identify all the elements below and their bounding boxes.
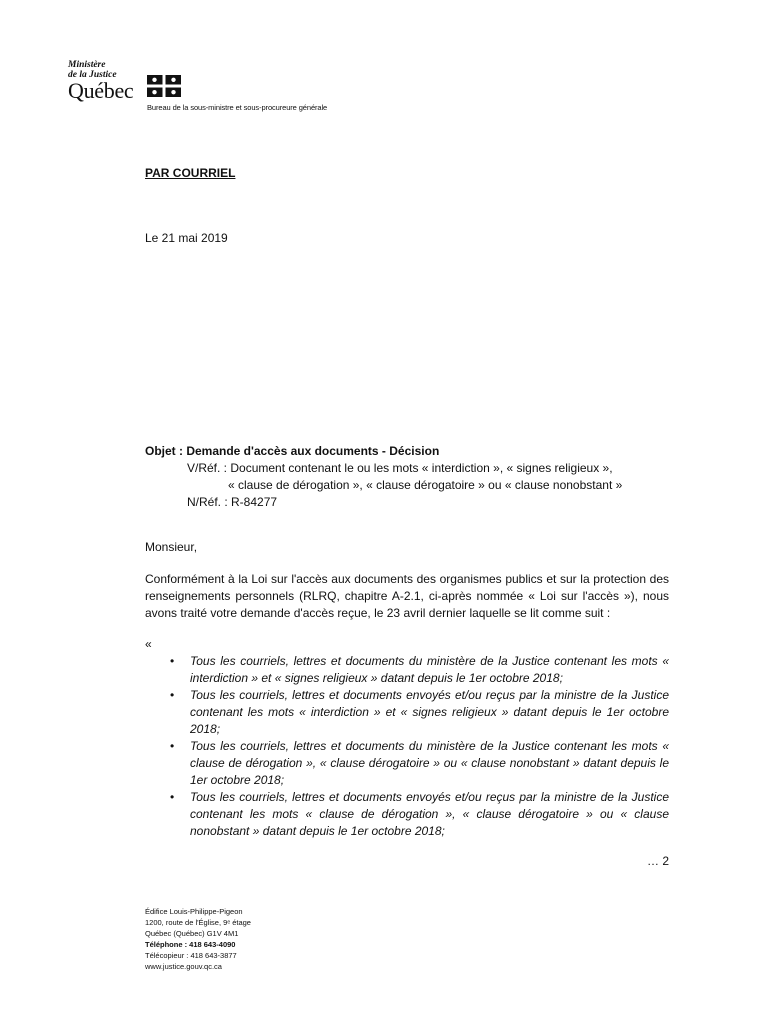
footer-fax: Télécopieur : 418 643-3877 bbox=[145, 951, 237, 960]
footer-street: 1200, route de l'Église, 9ᵉ étage bbox=[145, 918, 251, 927]
bureau-name: Bureau de la sous-ministre et sous-procureure générale bbox=[147, 103, 328, 112]
bullet-icon: • bbox=[170, 790, 175, 804]
letter-date: Le 21 mai 2019 bbox=[145, 231, 228, 245]
footer-city: Québec (Québec) G1V 4M1 bbox=[145, 929, 239, 938]
salutation: Monsieur, bbox=[145, 540, 198, 554]
bullet-icon: • bbox=[170, 688, 175, 702]
quote-open-mark: « bbox=[145, 637, 152, 651]
ministry-name: Ministère de la Justice bbox=[68, 60, 117, 80]
footer-phone: Téléphone : 418 643-4090 bbox=[145, 940, 236, 949]
delivery-mode: PAR COURRIEL bbox=[145, 166, 236, 180]
quebec-wordmark: Québec bbox=[68, 78, 134, 103]
your-reference-line1: V/Réf. : Document contenant le ou les mots « interdiction », « signes religieux », bbox=[187, 461, 613, 475]
list-item: • Tous les courriels, lettres et documents du ministère de la Justice contenant les mots « interdiction » et « signes religieux » datant depuis le 1er octobre 2018; bbox=[170, 654, 669, 685]
intro-paragraph: Conformément à la Loi sur l'accès aux documents des organismes publics et sur la protection des renseignements personnels (RLRQ, chapitre A-2.1, ci-après nommée « Loi sur l'accès »), nous avons traité votre demande d'accès reçue, le 23 avril dernier laquelle se lit comme suit : bbox=[145, 572, 669, 620]
list-item: • Tous les courriels, lettres et documents envoyés et/ou reçus par la ministre de la Justice contenant les mots « interdiction » et « signes religieux » datant depuis le 1er octobre 2018; bbox=[170, 688, 669, 736]
bullet-icon: • bbox=[170, 739, 175, 753]
subject-title: Objet : Demande d'accès aux documents - Décision bbox=[145, 444, 440, 458]
quebec-flag-icon bbox=[147, 75, 181, 97]
page-continuation: … 2 bbox=[646, 854, 669, 868]
your-reference-line2: « clause de dérogation », « clause dérogatoire » ou « clause nonobstant » bbox=[228, 478, 623, 492]
bullet-icon: • bbox=[170, 654, 175, 668]
footer-website: www.justice.gouv.qc.ca bbox=[145, 962, 222, 971]
list-item: • Tous les courriels, lettres et documents du ministère de la Justice contenant les mots « clause de dérogation », « clause dérogatoire » ou « clause nonobstant » datant depuis le 1er octobre 2018; bbox=[170, 739, 669, 787]
request-list bbox=[166, 653, 669, 840]
our-reference: N/Réf. : R-84277 bbox=[187, 495, 278, 509]
footer-building: Édifice Louis-Philippe-Pigeon bbox=[145, 907, 243, 916]
ministry-logo bbox=[68, 60, 368, 116]
subject-block bbox=[145, 443, 622, 511]
list-item: • Tous les courriels, lettres et documents envoyés et/ou reçus par la ministre de la Justice contenant les mots « clause de dérogation », « clause dérogatoire » ou « clause nonobstant » datant depuis le 1er octobre 2018; bbox=[170, 790, 669, 838]
footer-address bbox=[145, 906, 251, 972]
